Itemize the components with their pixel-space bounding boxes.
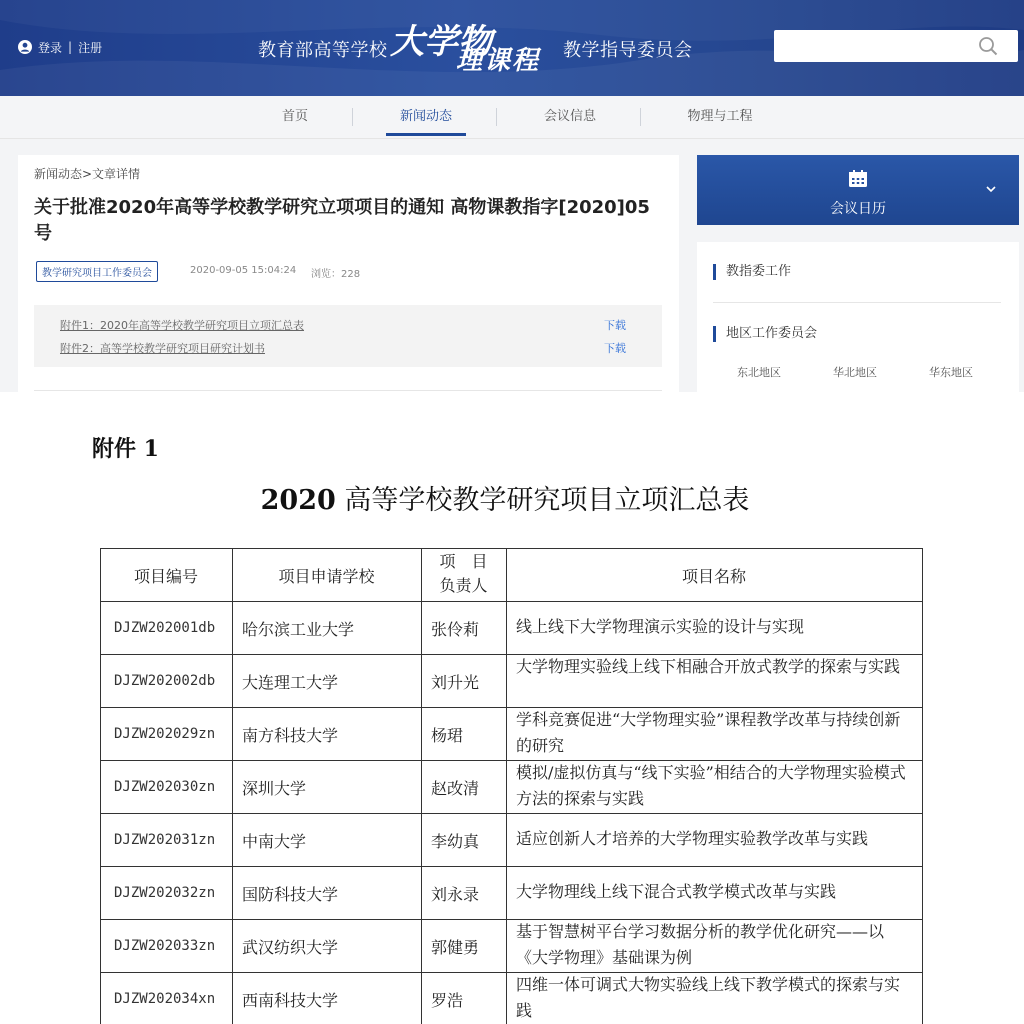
row-project-code: DJZW202034xn [114,991,216,1007]
region-link-northeast[interactable]: 东北地区 [737,366,781,379]
row-school: 南方科技大学 [242,726,339,745]
row-leader: 刘永录 [431,885,480,904]
meeting-calendar-box[interactable] [697,155,1019,225]
site-title-right: 教学指导委员会 [563,40,693,61]
table-rule [100,866,923,867]
table-rule [100,548,101,1024]
row-project-name: 四维一体可调式大物实验线上线下教学模式的探索与实践 [516,975,901,1020]
row-school: 武汉纺织大学 [242,938,339,957]
sidebar-heading-committee-work[interactable]: 教指委工作 [713,264,791,280]
calendar-icon [848,170,868,188]
site-title-left: 教育部高等学校 [258,40,388,61]
sidebar-panel [697,242,1019,392]
user-icon [18,40,32,54]
document-title-year: 2020 [260,485,336,516]
row-project-code: DJZW202001db [114,620,216,636]
row-project-name: 线上线下大学物理演示实验的设计与实现 [516,617,805,636]
row-leader: 杨珺 [431,726,464,745]
table-rule [506,548,507,1024]
website-screenshot [0,0,1024,392]
region-link-east[interactable]: 华东地区 [929,366,973,379]
search-input[interactable] [782,34,976,60]
site-logo[interactable] [390,14,560,78]
row-project-name: 模拟/虚拟仿真与“线下实验”相结合的大学物理实验模式方法的探索与实践 [516,763,906,808]
nav-active-underline [386,133,466,136]
header-project-code: 项目编号 [133,567,198,586]
row-leader: 刘升光 [431,673,480,692]
row-leader: 张伶莉 [431,620,480,639]
row-project-code: DJZW202033zn [114,938,216,954]
category-tag[interactable]: 教学研究项目工作委员会 [36,261,158,282]
table-rule [100,813,923,814]
row-school: 西南科技大学 [242,991,339,1010]
attachment-link-2[interactable]: 附件2：高等学校教学研究项目研究计划书 [60,342,265,355]
nav-item-home[interactable]: 首页 [281,109,308,124]
row-leader: 罗浩 [431,991,464,1010]
attachment-document [0,392,1024,1024]
article-divider [34,390,662,391]
breadcrumb: 新闻动态>文章详情 [34,167,141,181]
document-title [0,478,1010,517]
nav-item-physics-engineering[interactable]: 物理与工程 [687,109,753,124]
login-register-area [18,38,102,56]
sidebar-divider [713,302,1001,303]
document-title-text: 高等学校教学研究项目立项汇总表 [335,485,750,516]
nav-divider [496,108,497,126]
row-leader: 李幼真 [431,832,480,851]
row-school: 国防科技大学 [242,885,339,904]
article-date: 2020-09-05 15:04:24 [190,265,297,276]
row-project-name: 适应创新人才培养的大学物理实验教学改革与实践 [516,829,869,848]
attachments-box [34,305,662,367]
row-project-code: DJZW202002db [114,673,216,689]
table-rule [421,548,422,1024]
document-attachment-label: 附件 1 [92,436,159,462]
row-project-code: DJZW202032zn [114,885,216,901]
table-rule [100,601,923,602]
article-views: 浏览：228 [311,269,361,280]
article-panel [18,155,679,392]
row-leader: 赵改清 [431,779,480,798]
register-link[interactable]: 注册 [78,40,103,55]
row-school: 深圳大学 [242,779,307,798]
header-project-leader [421,550,506,598]
table-rule [922,548,923,1024]
download-link-2[interactable]: 下载 [604,342,626,355]
row-project-code: DJZW202030zn [114,779,216,795]
site-header [0,0,1024,96]
header-project-leader-line2: 负责人 [439,576,488,595]
logo-text-line2: 理课程 [456,46,541,76]
header-project-leader-line1: 项 目 [439,552,488,571]
nav-item-news[interactable]: 新闻动态 [399,109,452,124]
login-separator: | [68,40,73,54]
row-school: 大连理工大学 [242,673,339,692]
login-link[interactable]: 登录 [38,40,63,55]
region-link-north[interactable]: 华北地区 [833,366,877,379]
projects-table [100,548,923,1024]
row-project-name: 大学物理线上线下混合式教学模式改革与实践 [516,882,837,901]
attachment-link-1[interactable]: 附件1：2020年高等学校教学研究项目立项汇总表 [60,319,304,332]
main-nav [0,96,1024,139]
logo-text-line1: 大学物 [390,22,492,62]
article-title: 关于批准2020年高等学校教学研究立项项目的通知 高物课教指字[2020]05号 [34,197,650,244]
row-school: 中南大学 [242,832,307,851]
header-applicant-school: 项目申请学校 [278,567,375,586]
row-project-code: DJZW202031zn [114,832,216,848]
calendar-label: 会议日历 [830,201,886,217]
header-project-name: 项目名称 [681,567,746,586]
nav-divider [640,108,641,126]
sidebar-heading-regional-committees[interactable]: 地区工作委员会 [713,326,817,342]
nav-item-meetings[interactable]: 会议信息 [543,109,596,124]
table-rule [100,548,923,549]
chevron-down-icon[interactable] [985,183,997,195]
row-project-code: DJZW202029zn [114,726,216,742]
row-school: 哈尔滨工业大学 [242,620,355,639]
nav-divider [352,108,353,126]
row-project-name: 大学物理实验线上线下相融合开放式教学的探索与实践 [516,657,901,676]
row-project-name: 学科竞赛促进“大学物理实验”课程教学改革与持续创新的研究 [516,710,901,755]
row-project-name: 基于智慧树平台学习数据分析的教学优化研究——以《大学物理》基础课为例 [516,922,885,967]
search-icon[interactable] [978,36,998,56]
download-link-1[interactable]: 下载 [604,319,626,332]
table-rule [232,548,233,1024]
row-leader: 郭健勇 [431,938,480,957]
